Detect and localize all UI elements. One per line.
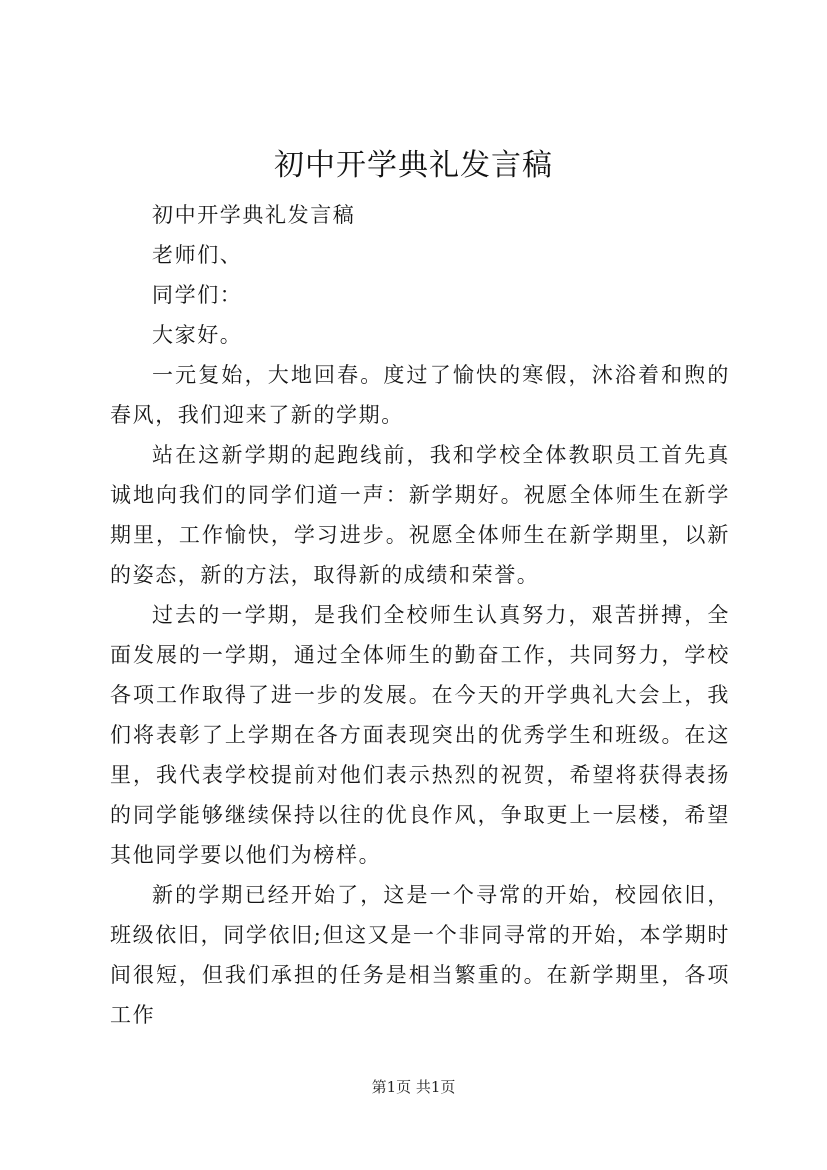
paragraph: 大家好。 bbox=[152, 323, 243, 347]
paragraph: 新的学期已经开始了，这是一个寻常的开始，校园依旧，班级依旧，同学依旧;但这又是一个非同寻常的开始，本学期时间很短，但我们承担的任务是相当繁重的。在新学期里，各项工作 bbox=[110, 883, 730, 1027]
document-body bbox=[110, 195, 730, 1035]
document-title: 初中开学典礼发言稿 bbox=[274, 148, 553, 183]
paragraph: 一元复始，大地回春。度过了愉快的寒假，沐浴着和煦的春风，我们迎来了新的学期。 bbox=[110, 363, 730, 427]
paragraph: 过去的一学期，是我们全校师生认真努力，艰苦拼搏，全面发展的一学期，通过全体师生的勤奋工作，共同努力，学校各项工作取得了进一步的发展。在今天的开学典礼大会上，我们将表彰了上学期在各方面表现突出的优秀学生和班级。在这里，我代表学校提前对他们表示热烈的祝贺，希望将获得表扬的同学能够继续保持以往的优良作风，争取更上一层楼，希望其他同学要以他们为榜样。 bbox=[110, 603, 730, 867]
paragraph: 站在这新学期的起跑线前，我和学校全体教职员工首先真诚地向我们的同学们道一声：新学期好。祝愿全体师生在新学期里，工作愉快，学习进步。祝愿全体师生在新学期里，以新的姿态，新的方法，取得新的成绩和荣誉。 bbox=[110, 443, 730, 587]
paragraph: 同学们： bbox=[152, 283, 243, 307]
paragraph: 初中开学典礼发言稿 bbox=[152, 203, 356, 227]
page-footer: 第1页 共1页 bbox=[371, 1078, 456, 1096]
paragraph: 老师们、 bbox=[152, 243, 243, 267]
